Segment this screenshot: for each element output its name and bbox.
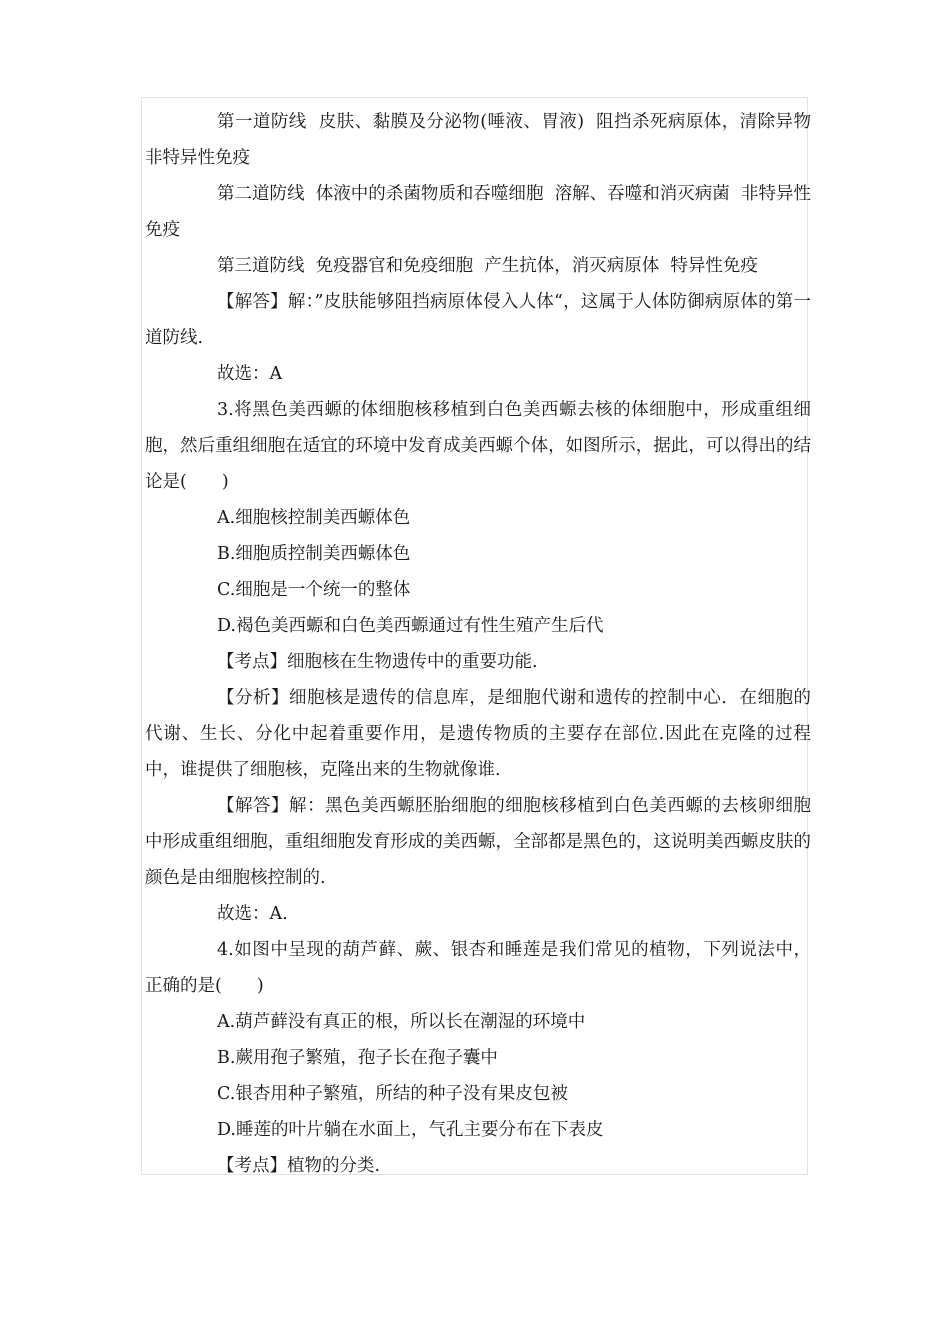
paragraph-choice-2: 故选：A bbox=[217, 364, 283, 384]
question-3: 3.将黑色美西螈的体细胞核移植到白色美西螈去核的体细胞中，形成重组细胞，然后重组细胞在适宜的环境中发育成美西螈个体，如图所示，据此，可以得出的结论是( ) bbox=[145, 400, 811, 492]
question-3-answer: 【解答】解：黑色美西螈胚胎细胞的细胞核移植到白色美西螈的去核卵细胞中形成重组细胞，重组细胞发育形成的美西螈，全部都是黑色的，这说明美西螈皮肤的颜色是由细胞核控制的. bbox=[145, 796, 811, 888]
question-4-option-c: C.银杏用种子繁殖，所结的种子没有果皮包被 bbox=[217, 1084, 568, 1104]
question-4-option-d: D.睡莲的叶片躺在水面上，气孔主要分布在下表皮 bbox=[217, 1120, 604, 1140]
question-3-option-b: B.细胞质控制美西螈体色 bbox=[217, 544, 411, 564]
question-3-option-c: C.细胞是一个统一的整体 bbox=[217, 580, 411, 600]
question-3-choice: 故选：A. bbox=[217, 904, 288, 924]
question-4: 4.如图中呈现的葫芦藓、蕨、银杏和睡莲是我们常见的植物，下列说法中， 正确的是( ) bbox=[145, 940, 823, 996]
paragraph-third-defense: 第三道防线 免疫器官和免疫细胞 产生抗体，消灭病原体 特异性免疫 bbox=[217, 256, 758, 276]
question-3-analysis: 【分析】细胞核是遗传的信息库，是细胞代谢和遗传的控制中心．在细胞的代谢、生长、分化中起着重要作用，是遗传物质的主要存在部位.因此在克隆的过程中，谁提供了细胞核，克隆出来的生物就像谁. bbox=[145, 688, 811, 780]
question-4-topic: 【考点】植物的分类. bbox=[217, 1156, 381, 1176]
question-4-option-b: B.蕨用孢子繁殖，孢子长在孢子囊中 bbox=[217, 1048, 498, 1068]
question-4-option-a: A.葫芦藓没有真正的根，所以长在潮湿的环境中 bbox=[217, 1012, 586, 1032]
question-3-option-a: A.细胞核控制美西螈体色 bbox=[217, 508, 411, 528]
question-3-option-d: D.褐色美西螈和白色美西螈通过有性生殖产生后代 bbox=[217, 616, 604, 636]
paragraph-answer-2: 【解答】解：”皮肤能够阻挡病原体侵入人体“，这属于人体防御病原体的第一道防线. bbox=[145, 292, 811, 348]
paragraph-second-defense: 第二道防线 体液中的杀菌物质和吞噬细胞 溶解、吞噬和消灭病菌 非特异性免疫 bbox=[145, 184, 811, 240]
document-body bbox=[145, 104, 823, 1184]
question-3-topic: 【考点】细胞核在生物遗传中的重要功能. bbox=[217, 652, 538, 672]
paragraph-first-defense: 第一道防线 皮肤、黏膜及分泌物(唾液、胃液) 阻挡杀死病原体，清除异物 非特异性免疫 bbox=[145, 112, 823, 168]
